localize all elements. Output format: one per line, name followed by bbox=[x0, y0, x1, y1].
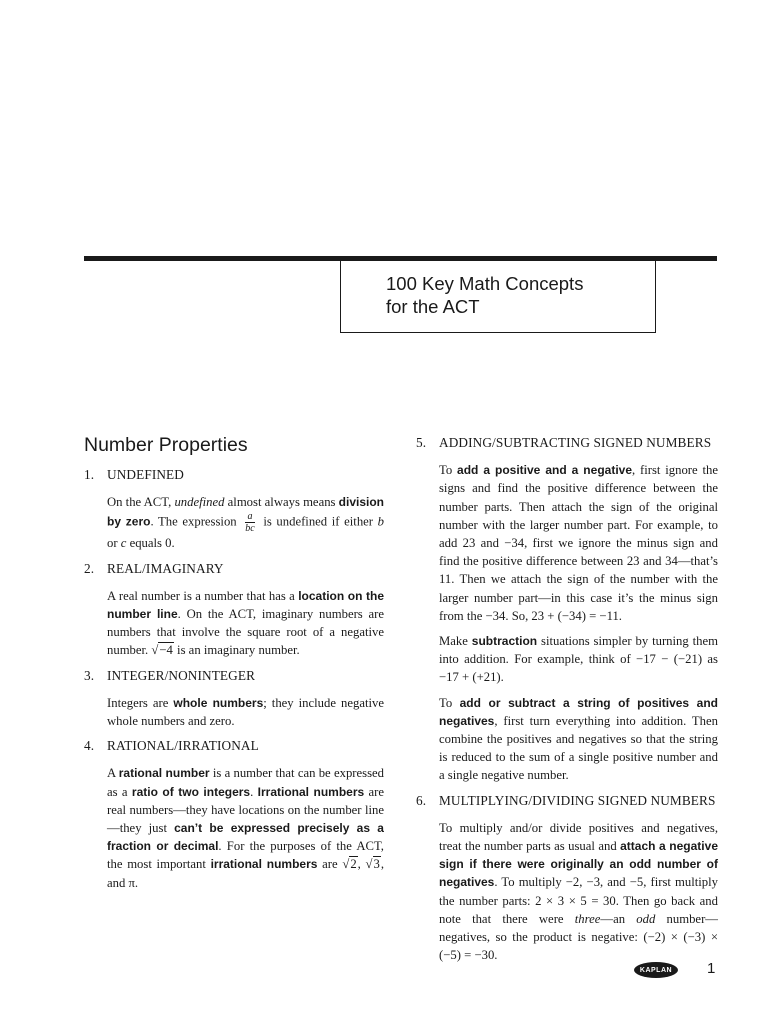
concept-title: INTEGER/NONINTEGER bbox=[107, 667, 256, 683]
concept-number: 2. bbox=[84, 560, 95, 576]
concept-number: 1. bbox=[84, 467, 95, 482]
concept-item-2 bbox=[84, 560, 384, 660]
concept-title: REAL/IMAGINARY bbox=[107, 560, 224, 576]
concept-text: To multiply and/or divide positives and negatives, treat the number parts as usual and attach a negative sign if there were originally an odd number of negatives. To multiply −2, −3, and −5, first multiply the number parts: 2 × 3 × 5 = 30. Then go back and note that there were three—an odd number—negatives, so the product is negative: (−2) × (−3) × (−5) = −30. bbox=[439, 820, 718, 963]
concept-item-5 bbox=[416, 434, 718, 785]
concept-number: 3. bbox=[84, 667, 95, 683]
concept-heading bbox=[416, 434, 718, 452]
concept-title: RATIONAL/IRRATIONAL bbox=[107, 738, 259, 754]
concept-title: ADDING/SUBTRACTING SIGNED NUMBERS bbox=[439, 435, 712, 450]
concept-heading bbox=[84, 560, 384, 578]
concept-heading bbox=[84, 667, 384, 685]
radical: √ bbox=[151, 643, 159, 658]
concept-text: On the ACT, undefined almost always means division by zero. The expression $\frac{a}{bc}$ is undefined if either b or c equals 0. bbox=[107, 495, 384, 551]
concept-number: 6. bbox=[416, 792, 427, 808]
concept-item-1 bbox=[84, 466, 384, 553]
concept-title: MULTIPLYING/DIVIDING SIGNED NUMBERS bbox=[439, 792, 716, 808]
concept-number: 4. bbox=[84, 738, 95, 754]
page-number: 1 bbox=[707, 960, 716, 977]
radical: √ bbox=[342, 857, 350, 872]
concept-item-6 bbox=[416, 792, 718, 965]
concept-item-3 bbox=[84, 667, 384, 731]
left-column bbox=[84, 466, 384, 899]
kaplan-logo: KAPLAN bbox=[634, 962, 678, 978]
concept-text: To add or subtract a string of positives and negatives, first turn everything into addition. Then combine the positives and negatives so that the string is reduced to the sum of a single positive number and a single negative number. bbox=[439, 695, 718, 783]
radical: √ bbox=[365, 857, 373, 872]
chapter-title-line-2: for the ACT bbox=[386, 296, 480, 317]
concept-heading bbox=[84, 466, 384, 484]
concept-title: UNDEFINED bbox=[107, 467, 184, 482]
concept-text: To add a positive and a negative, first ignore the signs and find the positive difference between the number parts. Then attach the sign of the original number with the larger number part. For example, to add 23 and −34, first we ignore the minus sign and find the positive difference between 23 and 34—that’s 11. Then we attach the sign of the number with the larger number part—in this case it’s the minus sign from the −34. So, 23 + (−34) = −11. bbox=[439, 463, 718, 623]
concept-text: A real number is a number that has a location on the number line. On the ACT, imaginary numbers are numbers that involve the square root of a negative number. √−4 is an imaginary number. bbox=[107, 588, 385, 658]
concept-number: 5. bbox=[416, 435, 427, 450]
fraction: $\frac{a}{bc}$ bbox=[245, 511, 255, 535]
concept-heading bbox=[84, 737, 384, 755]
right-column bbox=[416, 434, 718, 971]
concept-item-4 bbox=[84, 737, 384, 892]
concept-text: A rational number is a number that can be expressed as a ratio of two integers. Irrational numbers are real numbers—they have locations on the number line—they just can’t be expressed precisely as a fraction or decimal. For the purposes of the ACT, the most important irrational numbers are √2, √3, and π. bbox=[107, 766, 385, 890]
concept-text: Make subtraction situations simpler by turning them into addition. For example, think of −17 − (−21) as −17 + (+21). bbox=[439, 634, 718, 685]
chapter-title-line-1: 100 Key Math Concepts bbox=[386, 273, 584, 294]
concept-heading bbox=[416, 792, 718, 810]
chapter-title-box bbox=[340, 258, 656, 333]
concept-text: Integers are whole numbers; they include negative whole numbers and zero. bbox=[107, 695, 384, 729]
section-title: Number Properties bbox=[84, 434, 248, 456]
